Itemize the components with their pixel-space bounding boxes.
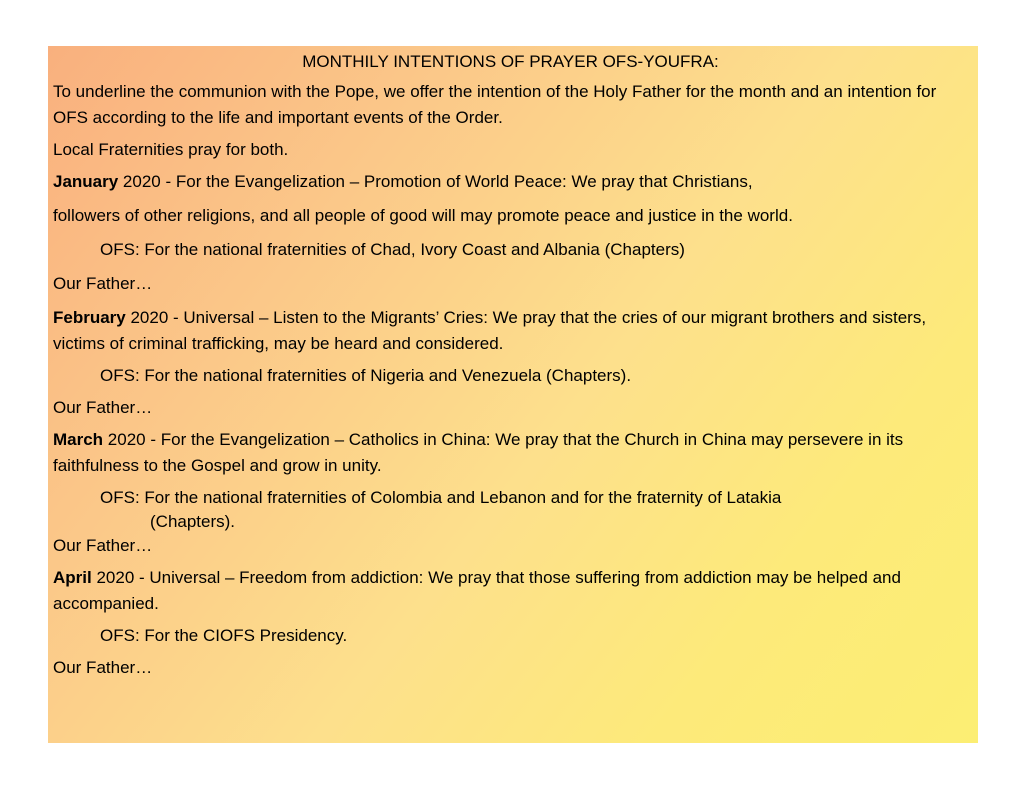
intention-text: 2020 - Universal – Listen to the Migrants’ Cries: We pray that the cries of our migrant brothers and sisters, victims of criminal trafficking, may be heard and considered. — [53, 308, 927, 353]
january-our-father: Our Father… — [53, 274, 153, 293]
march-intention — [53, 427, 968, 479]
intention-text: 2020 - For the Evangelization – Promotion of World Peace: We pray that Christians, — [118, 172, 753, 191]
april-ofs-intention: OFS: For the CIOFS Presidency. — [100, 626, 348, 645]
march-our-father: Our Father… — [53, 536, 153, 555]
month-label: February — [53, 308, 126, 327]
local-fraternities-note: Local Fraternities pray for both. — [53, 140, 289, 159]
ofs-line: OFS: For the national fraternities of Colombia and Lebanon and for the fraternity of Latakia — [100, 488, 782, 507]
april-intention — [53, 565, 968, 617]
february-our-father: Our Father… — [53, 398, 153, 417]
page-title: MONTHILY INTENTIONS OF PRAYER OFS-YOUFRA: — [302, 52, 719, 71]
slide-content — [53, 46, 968, 681]
april-our-father: Our Father… — [53, 658, 153, 677]
march-ofs-intention — [53, 485, 968, 533]
intro-paragraph: To underline the communion with the Pope, we offer the intention of the Holy Father for the month and an intention for OFS according to the life and important events of the Order. — [53, 82, 937, 127]
month-label: January — [53, 172, 119, 191]
february-ofs-intention: OFS: For the national fraternities of Nigeria and Venezuela (Chapters). — [100, 366, 632, 385]
ofs-line-continued: (Chapters). — [150, 512, 236, 531]
january-intention — [53, 169, 968, 195]
intention-text: 2020 - For the Evangelization – Catholics in China: We pray that the Church in China may persevere in its faithfulness to the Gospel and grow in unity. — [53, 430, 904, 475]
month-label: April — [53, 568, 92, 587]
january-intention-continued: followers of other religions, and all people of good will may promote peace and justice in the world. — [53, 206, 793, 225]
slide-panel — [48, 46, 978, 743]
month-label: March — [53, 430, 104, 449]
intention-text: 2020 - Universal – Freedom from addiction: We pray that those suffering from addiction may be helped and accompanied. — [53, 568, 901, 613]
february-intention — [53, 305, 968, 357]
january-ofs-intention: OFS: For the national fraternities of Chad, Ivory Coast and Albania (Chapters) — [100, 240, 685, 259]
